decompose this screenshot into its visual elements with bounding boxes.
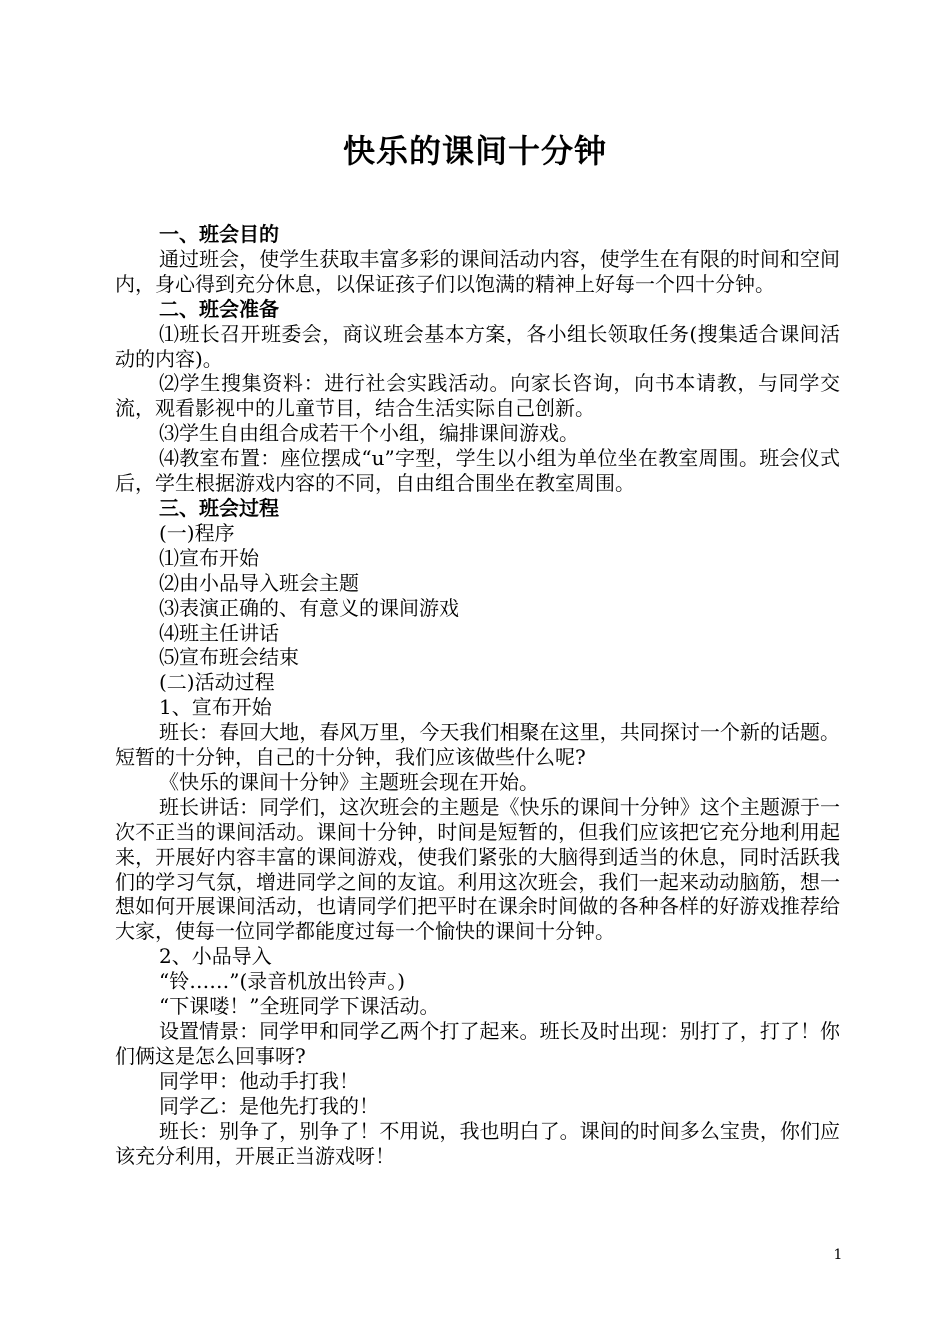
paragraph: ⑴宣布开始: [159, 545, 259, 570]
paragraph: ⑷教室布置：座位摆成“u”字型，学生以小组为单位坐在教室周围。班会仪式后，学生根据游戏内容的不同，自由组合围坐在教室周围。: [115, 446, 840, 496]
section-heading: 一、班会目的: [159, 222, 279, 246]
paragraph: ⑶学生自由组合成若干个小组，编排课间游戏。: [159, 421, 579, 446]
paragraph: 2、小品导入: [159, 944, 272, 969]
paragraph: 《快乐的课间十分钟》主题班会现在开始。: [159, 769, 539, 794]
document-body: [115, 222, 840, 1168]
paragraph: 班长：别争了，别争了！不用说，我也明白了。课间的时间多么宝贵，你们应该充分利用，开展正当游戏呀！: [115, 1118, 840, 1168]
paragraph: (二)活动过程: [159, 670, 275, 695]
paragraph: “铃……”(录音机放出铃声。): [159, 969, 406, 994]
section-heading: 二、班会准备: [159, 296, 279, 321]
paragraph: 同学乙：是他先打我的！: [159, 1093, 379, 1118]
paragraph: 设置情景：同学甲和同学乙两个打了起来。班长及时出现：别打了，打了！你们俩这是怎么回事呀?: [115, 1019, 840, 1068]
paragraph: 班长讲话：同学们，这次班会的主题是《快乐的课间十分钟》这个主题源于一次不正当的课间活动。课间十分钟，时间是短暂的，但我们应该把它充分地利用起来，开展好内容丰富的课间游戏，使我们紧张的大脑得到适当的休息，同时活跃我们的学习气氛，增进同学之间的友谊。利用这次班会，我们一起来动动脑筋，想一想如何开展课间活动，也请同学们把平时在课余时间做的各种各样的好游戏推荐给大家，使每一位同学都能度过每一个愉快的课间十分钟。: [115, 794, 840, 944]
paragraph: ⑵由小品导入班会主题: [159, 570, 359, 595]
paragraph: 通过班会，使学生获取丰富多彩的课间活动内容，使学生在有限的时间和空间内，身心得到充分休息，以保证孩子们以饱满的精神上好每一个四十分钟。: [115, 246, 840, 296]
paragraph: ⑵学生搜集资料：进行社会实践活动。向家长咨询，向书本请教，与同学交流，观看影视中的儿童节目，结合生活实际自己创新。: [115, 371, 840, 421]
paragraph: 1、宣布开始: [159, 695, 272, 720]
page-number: 1: [833, 1247, 843, 1263]
paragraph: ⑴班长召开班委会，商议班会基本方案，各小组长领取任务(搜集适合课间活动的内容)。: [115, 321, 840, 371]
paragraph: ⑶表演正确的、有意义的课间游戏: [159, 595, 459, 620]
paragraph: 同学甲：他动手打我！: [159, 1068, 359, 1093]
section-heading: 三、班会过程: [159, 495, 279, 520]
paragraph: ⑸宣布班会结束: [159, 645, 299, 670]
paragraph: “下课喽！”全班同学下课活动。: [159, 994, 440, 1019]
paragraph: 班长：春回大地，春风万里，今天我们相聚在这里，共同探讨一个新的话题。短暂的十分钟，自己的十分钟，我们应该做些什么呢?: [115, 720, 840, 770]
paragraph: (一)程序: [159, 520, 235, 545]
paragraph: ⑷班主任讲话: [159, 620, 279, 645]
document-title: 快乐的课间十分钟: [342, 132, 607, 170]
